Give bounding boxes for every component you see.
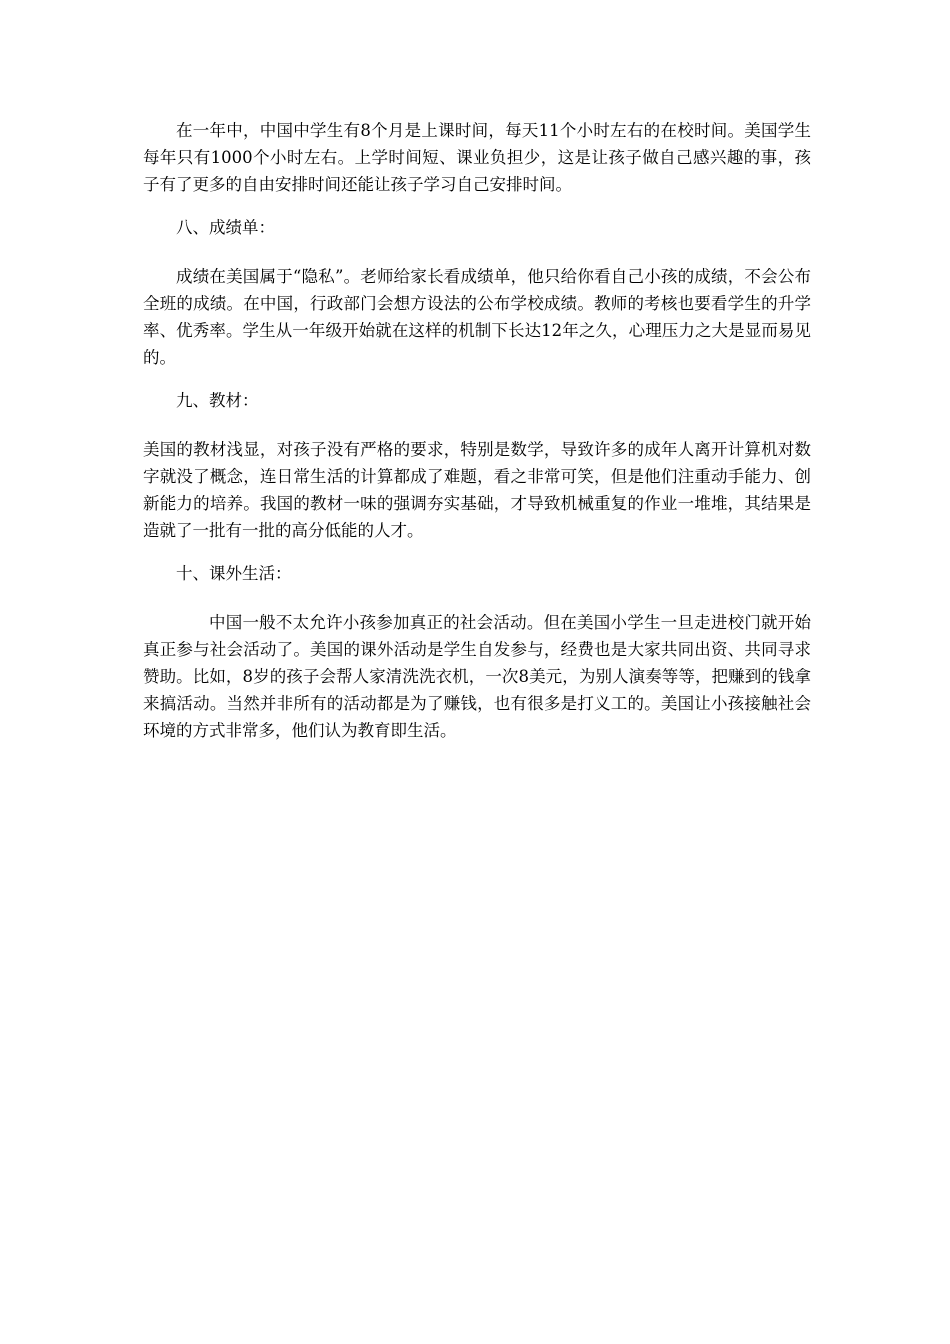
spacer bbox=[143, 587, 811, 609]
paragraph-school-time: 在一年中，中国中学生有8个月是上课时间，每天11个小时左右的在校时间。美国学生每年只有1000个小时左右。上学时间短、课业负担少，这是让孩子做自己感兴趣的事，孩子有了更多的自由安排时间还能让孩子学习自己安排时间。 bbox=[143, 121, 811, 194]
spacer bbox=[143, 198, 811, 214]
document-page bbox=[143, 117, 811, 744]
paragraph-textbooks: 美国的教材浅显，对孩子没有严格的要求，特别是数学，导致许多的成年人离开计算机对数字就没了概念，连日常生活的计算都成了难题，看之非常可笑，但是他们注重动手能力、创新能力的培养。我国的教材一味的强调夯实基础，才导致机械重复的作业一堆堆，其结果是造就了一批有一批的高分低能的人才。 bbox=[143, 440, 811, 540]
heading-extracurricular: 十、课外生活： bbox=[176, 564, 292, 583]
heading-report-card: 八、成绩单： bbox=[176, 218, 275, 237]
spacer bbox=[143, 241, 811, 263]
spacer bbox=[143, 371, 811, 387]
spacer bbox=[143, 414, 811, 436]
paragraph-extracurricular: 中国一般不太允许小孩参加真正的社会活动。但在美国小学生一旦走进校门就开始真正参与社会活动了。美国的课外活动是学生自发参与，经费也是大家共同出资、共同寻求赞助。比如，8岁的孩子会帮人家清洗洗衣机，一次8美元，为别人演奏等等，把赚到的钱拿来搞活动。当然并非所有的活动都是为了赚钱，也有很多是打义工的。美国让小孩接触社会环境的方式非常多，他们认为教育即生活。 bbox=[143, 613, 811, 740]
heading-textbooks: 九、教材： bbox=[176, 391, 259, 410]
spacer bbox=[143, 544, 811, 560]
paragraph-report-card: 成绩在美国属于“隐私”。老师给家长看成绩单，他只给你看自己小孩的成绩，不会公布全班的成绩。在中国，行政部门会想方设法的公布学校成绩。教师的考核也要看学生的升学率、优秀率。学生从一年级开始就在这样的机制下长达12年之久，心理压力之大是显而易见的。 bbox=[143, 267, 811, 367]
